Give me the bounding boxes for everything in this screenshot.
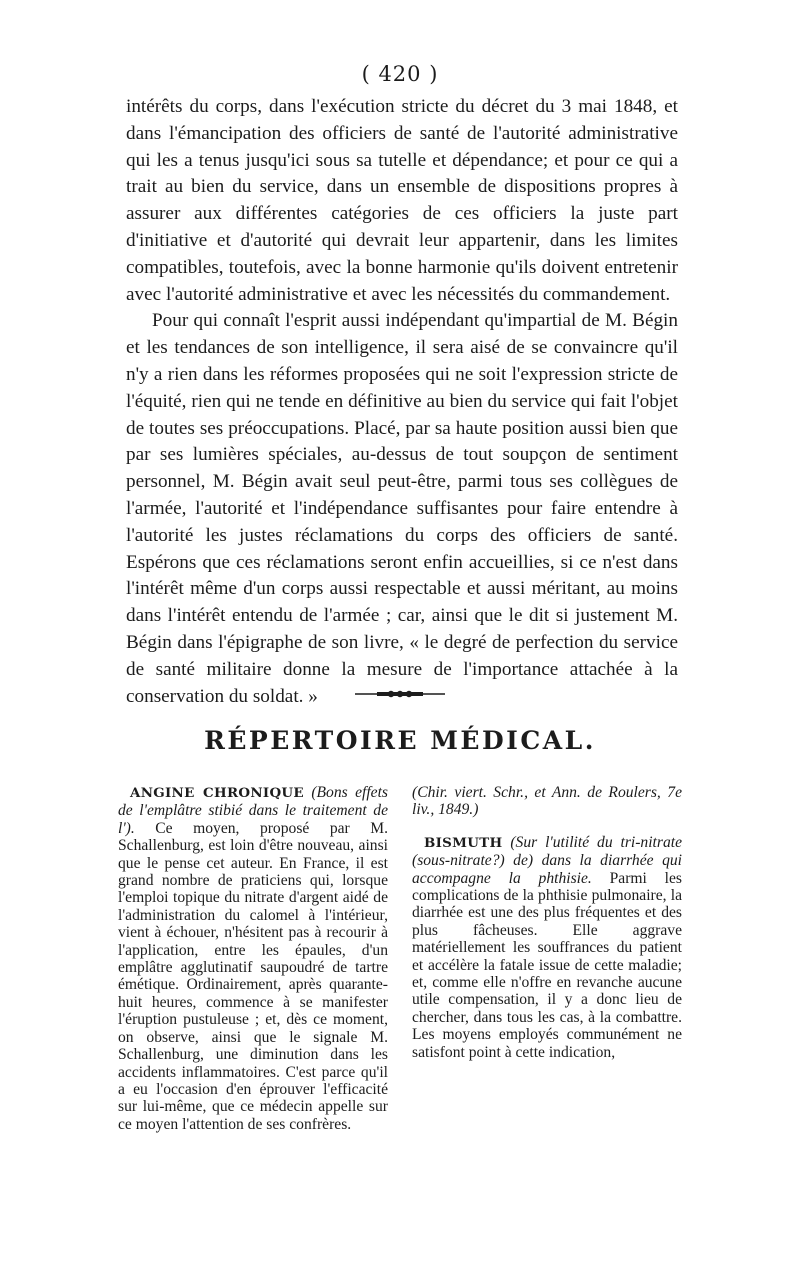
entry-bismuth	[412, 834, 682, 1061]
entry-heading: BISMUTH	[424, 834, 503, 851]
entry-reference: (Chir. viert. Schr., et Ann. de Roulers, 7e liv., 1849.)	[412, 784, 682, 819]
section-divider-ornament	[355, 689, 445, 699]
entry-subtitle: (Bons effets de l'emplâtre stibié dans le traitement de l').	[118, 784, 388, 837]
entry-angine-chronique	[118, 784, 388, 1133]
entry-continuation	[412, 784, 682, 819]
column-right	[412, 784, 682, 1061]
body-paragraph: Pour qui connaît l'esprit aussi indépendant qu'impartial de M. Bégin et les tendances de son intelligence, il sera aisé de se convaincre qu'il n'y a rien dans les réformes proposées qui ne soit l'expression stricte de l'équité, rien qui ne tende en définitive au bien du service qui fait l'objet de toutes ses préoccupations. Placé, par sa haute position aussi bien que par ses lumières spéciales, au-dessus de tout soupçon de sentiment personnel, M. Bégin avait seul peut-être, parmi tous ses collègues de l'armée, l'autorité et l'indépendance suffisantes pour faire entendre à l'autorité les justes réclamations du corps des officiers de santé. Espérons que ces réclamations seront enfin accueillies, si ce n'est dans l'intérêt même d'un corps aussi respectable et aussi méritant, au moins dans l'intérêt entendu de l'armée ; car, ainsi que le dit si justement M. Bégin dans l'épigraphe de son livre, « le degré de perfection du service de santé militaire donne la mesure de l'importance attachée à la conservation du soldat. »	[126, 310, 678, 707]
entry-text: Parmi les complications de la phthisie pulmonaire, la diarrhée est une des plus fréquentes et des plus fâcheuses. Elle aggrave matériellement les souffrances du patient et accélère la fatale issue de cette maladie; et, comme elle n'offre en revanche aucune utile compensation, il y a donc lieu de chercher, dans tous les cas, à la combattre. Les moyens employés communément ne satisfont point à cette indication,	[412, 869, 683, 1061]
body-text	[126, 94, 678, 710]
entry-heading: ANGINE CHRONIQUE	[130, 785, 304, 801]
entry-subtitle: (Sur l'utilité du tri-nitrate (sous-nitrate?) de) dans la diarrhée qui accompagne la phthisie.	[412, 833, 682, 887]
column-left	[118, 784, 388, 1133]
body-paragraph: intérêts du corps, dans l'exécution stricte du décret du 3 mai 1848, et dans l'émancipation des officiers de santé de l'autorité administrative qui les a tenus jusqu'ici sous sa tutelle et dépendance; et pour ce qui a trait au bien du service, dans un ensemble de dispositions propres à assurer aux différentes catégories de ces officiers la juste part d'initiative et d'autorité qui devrait leur appartenir, dans les limites compatibles, toutefois, avec la bonne harmonie qu'ils doivent entretenir avec l'autorité administrative et avec les nécessités du commandement.	[126, 96, 678, 305]
entry-text: Ce moyen, proposé par M. Schallenburg, est loin d'être nouveau, ainsi que le pense cet auteur. En France, il est grand nombre de praticiens qui, lorsque l'emploi topique du nitrate d'argent aidé de l'administration du calomel à l'intérieur, vient à échouer, n'hésitent pas à recourir à l'application, entre les épaules, d'un emplâtre agglutinatif saupoudré de tartre émétique. Ordinairement, après quarante-huit heures, commence à se manifester l'éruption pustuleuse ; et, dès ce moment, on observe, ainsi que le signale M. Schallenburg, une diminution dans les accidents inflammatoires. C'est parce qu'il a eu l'occasion d'en éprouver l'efficacité sur lui-même, que ce médecin appelle sur ce moyen l'attention de ses confrères.	[118, 819, 388, 1133]
section-title: RÉPERTOIRE MÉDICAL.	[204, 726, 596, 755]
page-number: ( 420 )	[361, 62, 439, 86]
